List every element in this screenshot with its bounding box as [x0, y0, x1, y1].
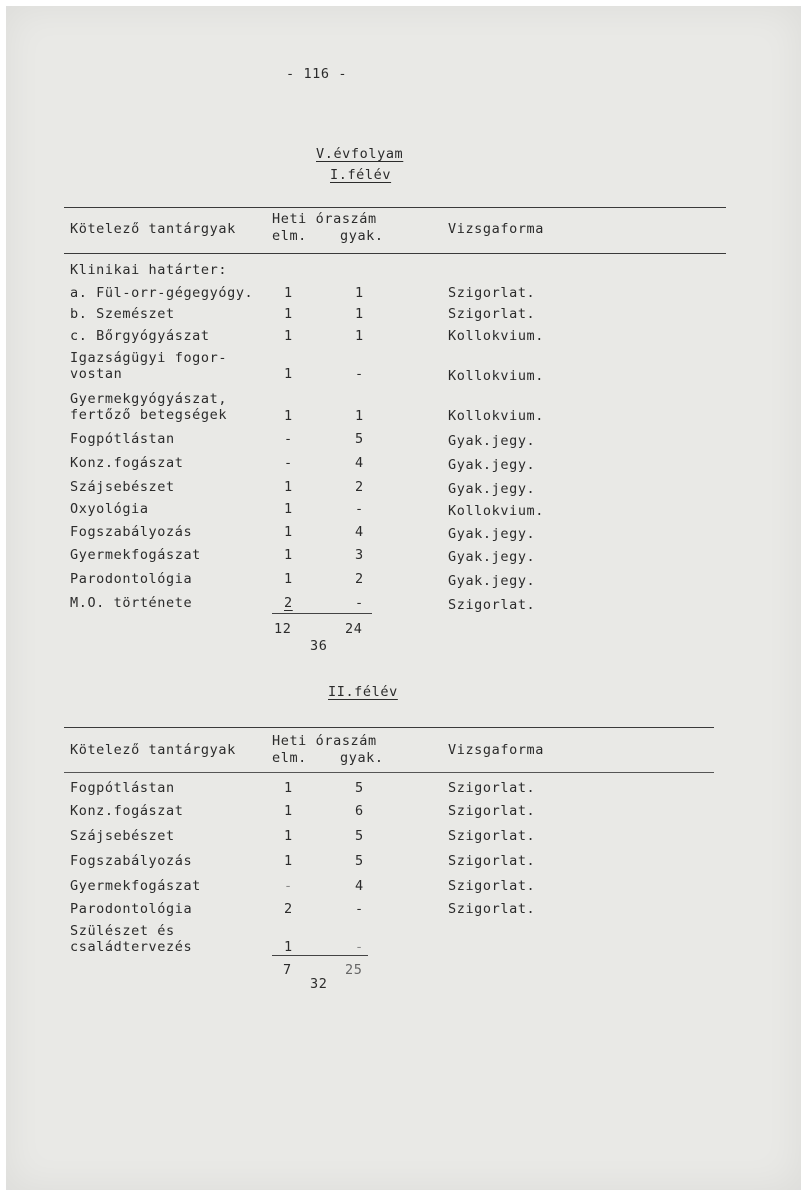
elm-value: 1: [284, 547, 293, 563]
gyak-value: 5: [355, 828, 364, 844]
elm-value: 1: [284, 803, 293, 819]
exam-form: Szigorlat.: [448, 306, 536, 322]
elm-value: 1: [284, 501, 293, 517]
elm-value: 1: [284, 780, 293, 796]
subject-name: Fogpótlástan: [70, 431, 175, 447]
header-bottom-rule: [64, 253, 726, 254]
exam-form: Kollokvium.: [448, 503, 545, 519]
sum-rule: [272, 955, 368, 956]
gyak-value: 2: [355, 479, 364, 495]
subject-name: Szájsebészet: [70, 828, 175, 844]
elm-value: 1: [284, 853, 293, 869]
exam-form: Szigorlat.: [448, 597, 536, 613]
exam-form: Szigorlat.: [448, 878, 536, 894]
header-bottom-rule: [64, 772, 714, 773]
elm-value: 1: [284, 328, 293, 344]
gyak-value: 5: [355, 853, 364, 869]
gyak-value: 1: [355, 408, 364, 424]
subject-name: Oxyológia: [70, 501, 149, 517]
subject-name-line2: fertőző betegségek: [70, 407, 228, 423]
elm-value: 1: [284, 285, 293, 301]
sum-elm: 12: [274, 621, 292, 637]
exam-form: Szigorlat.: [448, 853, 536, 869]
gyak-value: 2: [355, 571, 364, 587]
exam-form: Szigorlat.: [448, 780, 536, 796]
header-gyak: gyak.: [340, 228, 384, 244]
elm-value: 1: [284, 306, 293, 322]
header-exam: Vizsgaforma: [448, 742, 545, 758]
exam-form: Kollokvium.: [448, 328, 545, 344]
header-hours: Heti óraszám: [272, 733, 377, 749]
elm-value: 1: [284, 828, 293, 844]
header-exam: Vizsgaforma: [448, 221, 545, 237]
elm-value: 1: [284, 524, 293, 540]
elm-value: -: [284, 431, 293, 447]
exam-form: Kollokvium.: [448, 368, 545, 384]
gyak-value: -: [355, 595, 364, 611]
exam-form: Gyak.jegy.: [448, 573, 536, 589]
gyak-value: 3: [355, 547, 364, 563]
subject-name: Gyermekfogászat: [70, 878, 201, 894]
subject-name: Gyermekgyógyászat,: [70, 391, 228, 407]
exam-form: Gyak.jegy.: [448, 433, 536, 449]
gyak-value: 5: [355, 431, 364, 447]
subject-name: M.O. története: [70, 595, 193, 611]
exam-form: Kollokvium.: [448, 408, 545, 424]
header-subjects: Kötelező tantárgyak: [70, 742, 236, 758]
subject-name: a. Fül-orr-gégegyógy.: [70, 285, 254, 301]
elm-value: 2: [284, 901, 293, 917]
gyak-value: -: [355, 501, 364, 517]
subject-name: Parodontológia: [70, 571, 193, 587]
header-elm: elm.: [272, 228, 307, 244]
table-top-rule: [64, 727, 714, 728]
group-label: Klinikai határter:: [70, 262, 228, 278]
exam-form: Szigorlat.: [448, 828, 536, 844]
gyak-value: 1: [355, 285, 364, 301]
gyak-value: 4: [355, 878, 364, 894]
elm-value: 2: [284, 595, 293, 611]
subject-name: Fogpótlástan: [70, 780, 175, 796]
year-title: V.évfolyam: [316, 146, 404, 162]
sum-gyak: 24: [345, 621, 363, 637]
sum-elm: 7: [283, 962, 292, 978]
gyak-value: 1: [355, 328, 364, 344]
gyak-value: -: [355, 366, 364, 382]
gyak-value: 5: [355, 780, 364, 796]
subject-name: Gyermekfogászat: [70, 547, 201, 563]
header-subjects: Kötelező tantárgyak: [70, 221, 236, 237]
subject-name: Konz.fogászat: [70, 455, 184, 471]
exam-form: Gyak.jegy.: [448, 549, 536, 565]
exam-form: Gyak.jegy.: [448, 481, 536, 497]
gyak-value: 1: [355, 306, 364, 322]
elm-value: 1: [284, 479, 293, 495]
gyak-value: 4: [355, 455, 364, 471]
gyak-value: 6: [355, 803, 364, 819]
subject-name: Konz.fogászat: [70, 803, 184, 819]
total-hours: 32: [310, 976, 328, 992]
exam-form: Szigorlat.: [448, 803, 536, 819]
subject-name: Szájsebészet: [70, 479, 175, 495]
sum-gyak: 25: [345, 962, 363, 978]
header-elm: elm.: [272, 750, 307, 766]
semester-2-title: II.félév: [328, 684, 398, 700]
subject-name: Szülészet és: [70, 923, 175, 939]
elm-value: 1: [284, 366, 293, 382]
subject-name: Fogszabályozás: [70, 853, 193, 869]
semester-1-title: I.félév: [330, 167, 392, 183]
subject-name: Fogszabályozás: [70, 524, 193, 540]
header-hours: Heti óraszám: [272, 211, 377, 227]
elm-value: -: [284, 455, 293, 471]
subject-name: c. Bőrgyógyászat: [70, 328, 210, 344]
gyak-value: -: [355, 901, 364, 917]
elm-value: 1: [284, 939, 293, 955]
subject-name: Parodontológia: [70, 901, 193, 917]
elm-value: -: [284, 878, 293, 894]
sum-rule: [272, 613, 372, 614]
exam-form: Szigorlat.: [448, 901, 536, 917]
table-top-rule: [64, 207, 726, 208]
gyak-value: 4: [355, 524, 364, 540]
elm-value: 1: [284, 408, 293, 424]
subject-name: b. Szemészet: [70, 306, 175, 322]
subject-name-line2: vostan: [70, 366, 123, 382]
gyak-value: -: [355, 939, 364, 955]
header-gyak: gyak.: [340, 750, 384, 766]
subject-name: Igazságügyi fogor-: [70, 350, 228, 366]
subject-name-line2: családtervezés: [70, 939, 193, 955]
exam-form: Szigorlat.: [448, 285, 536, 301]
total-hours: 36: [310, 638, 328, 654]
page-number: - 116 -: [286, 66, 348, 82]
exam-form: Gyak.jegy.: [448, 526, 536, 542]
elm-value: 1: [284, 571, 293, 587]
exam-form: Gyak.jegy.: [448, 457, 536, 473]
